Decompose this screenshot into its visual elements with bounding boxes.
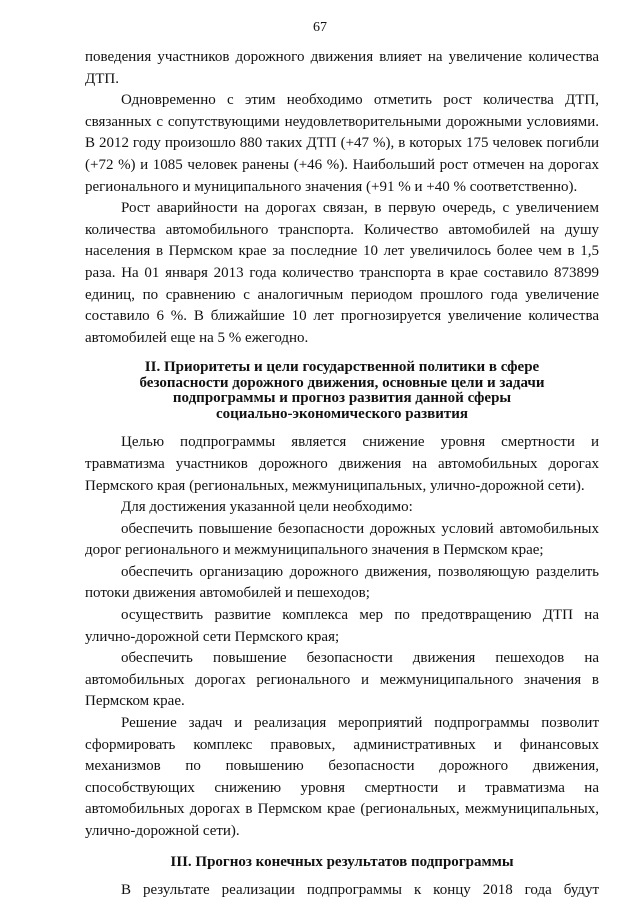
list-item: обеспечить повышение безопасности дорожных условий автомобильных дорог регионального и межмуниципального значения в Пермском крае; — [85, 520, 599, 559]
paragraph: В результате реализации подпрограммы к концу 2018 года будут — [121, 882, 599, 899]
paragraph: Для достижения указанной цели необходимо: — [121, 499, 413, 516]
heading-line: подпрограммы и прогноз развития данной сферы — [172, 390, 512, 407]
list-item: обеспечить организацию дорожного движения, позволяющую разделить потоки движения автомобилей и пешеходов; — [85, 563, 599, 602]
list-item: осуществить развитие комплекса мер по предотвращению ДТП на улично-дорожной сети Пермского края; — [85, 607, 599, 645]
paragraph: Рост аварийности на дорогах связан, в первую очередь, с увеличением количества автомобильного транспорта. Количество автомобилей на душу населения в Пермском крае за последние 10 лет увеличилось более чем в 1,5 раза. На 01 января 2013 года количество транспорта в крае составило 873899 единиц, по сравнению с аналогичным периодом прошлого года увеличение составило 6 %. В ближайшие 10 лет прогнозируется увеличение количества автомобилей еще на 5 % ежегодно. — [85, 200, 599, 346]
paragraph: Решение задач и реализация мероприятий подпрограммы позволит сформировать комплекс правовых, административных и финансовых механизмов по повышению безопасности дорожного движения, способствующих снижению уровня смертности и травматизма на автомобильных дорогах в Пермском крае (региональных, межмуниципальных, улично-дорожной сети). — [85, 715, 599, 839]
section-heading: III. Прогноз конечных результатов подпрограммы — [170, 853, 514, 870]
page-number: 67 — [313, 20, 327, 35]
list-item: обеспечить повышение безопасности движения пешеходов на автомобильных дорогах регионального и межмуниципального значения в Пермском крае. — [85, 650, 599, 710]
section-heading — [85, 360, 599, 422]
heading-line: II. Приоритеты и цели государственной политики в сфере — [144, 359, 540, 376]
paragraph: поведения участников дорожного движения влияет на увеличение количества ДТП. — [85, 49, 599, 87]
heading-line: безопасности дорожного движения, основные цели и задачи — [139, 374, 545, 391]
page-content — [85, 47, 599, 902]
heading-line: социально-экономического развития — [215, 405, 469, 422]
paragraph: Целью подпрограммы является снижение уровня смертности и травматизма участников дорожного движения на автомобильных дорогах Пермского края (региональных, межмуниципальных, улично-дорожной сети). — [85, 434, 599, 494]
paragraph: Одновременно с этим необходимо отметить рост количества ДТП, связанных с сопутствующими неудовлетворительными дорожными условиями. В 2012 году произошло 880 таких ДТП (+47 %), в которых 175 человек погибли (+72 %) и 1085 человек ранены (+46 %). Наибольший рост отмечен на дорогах регионального и муниципального значения (+91 % и +40 % соответственно). — [85, 92, 599, 195]
